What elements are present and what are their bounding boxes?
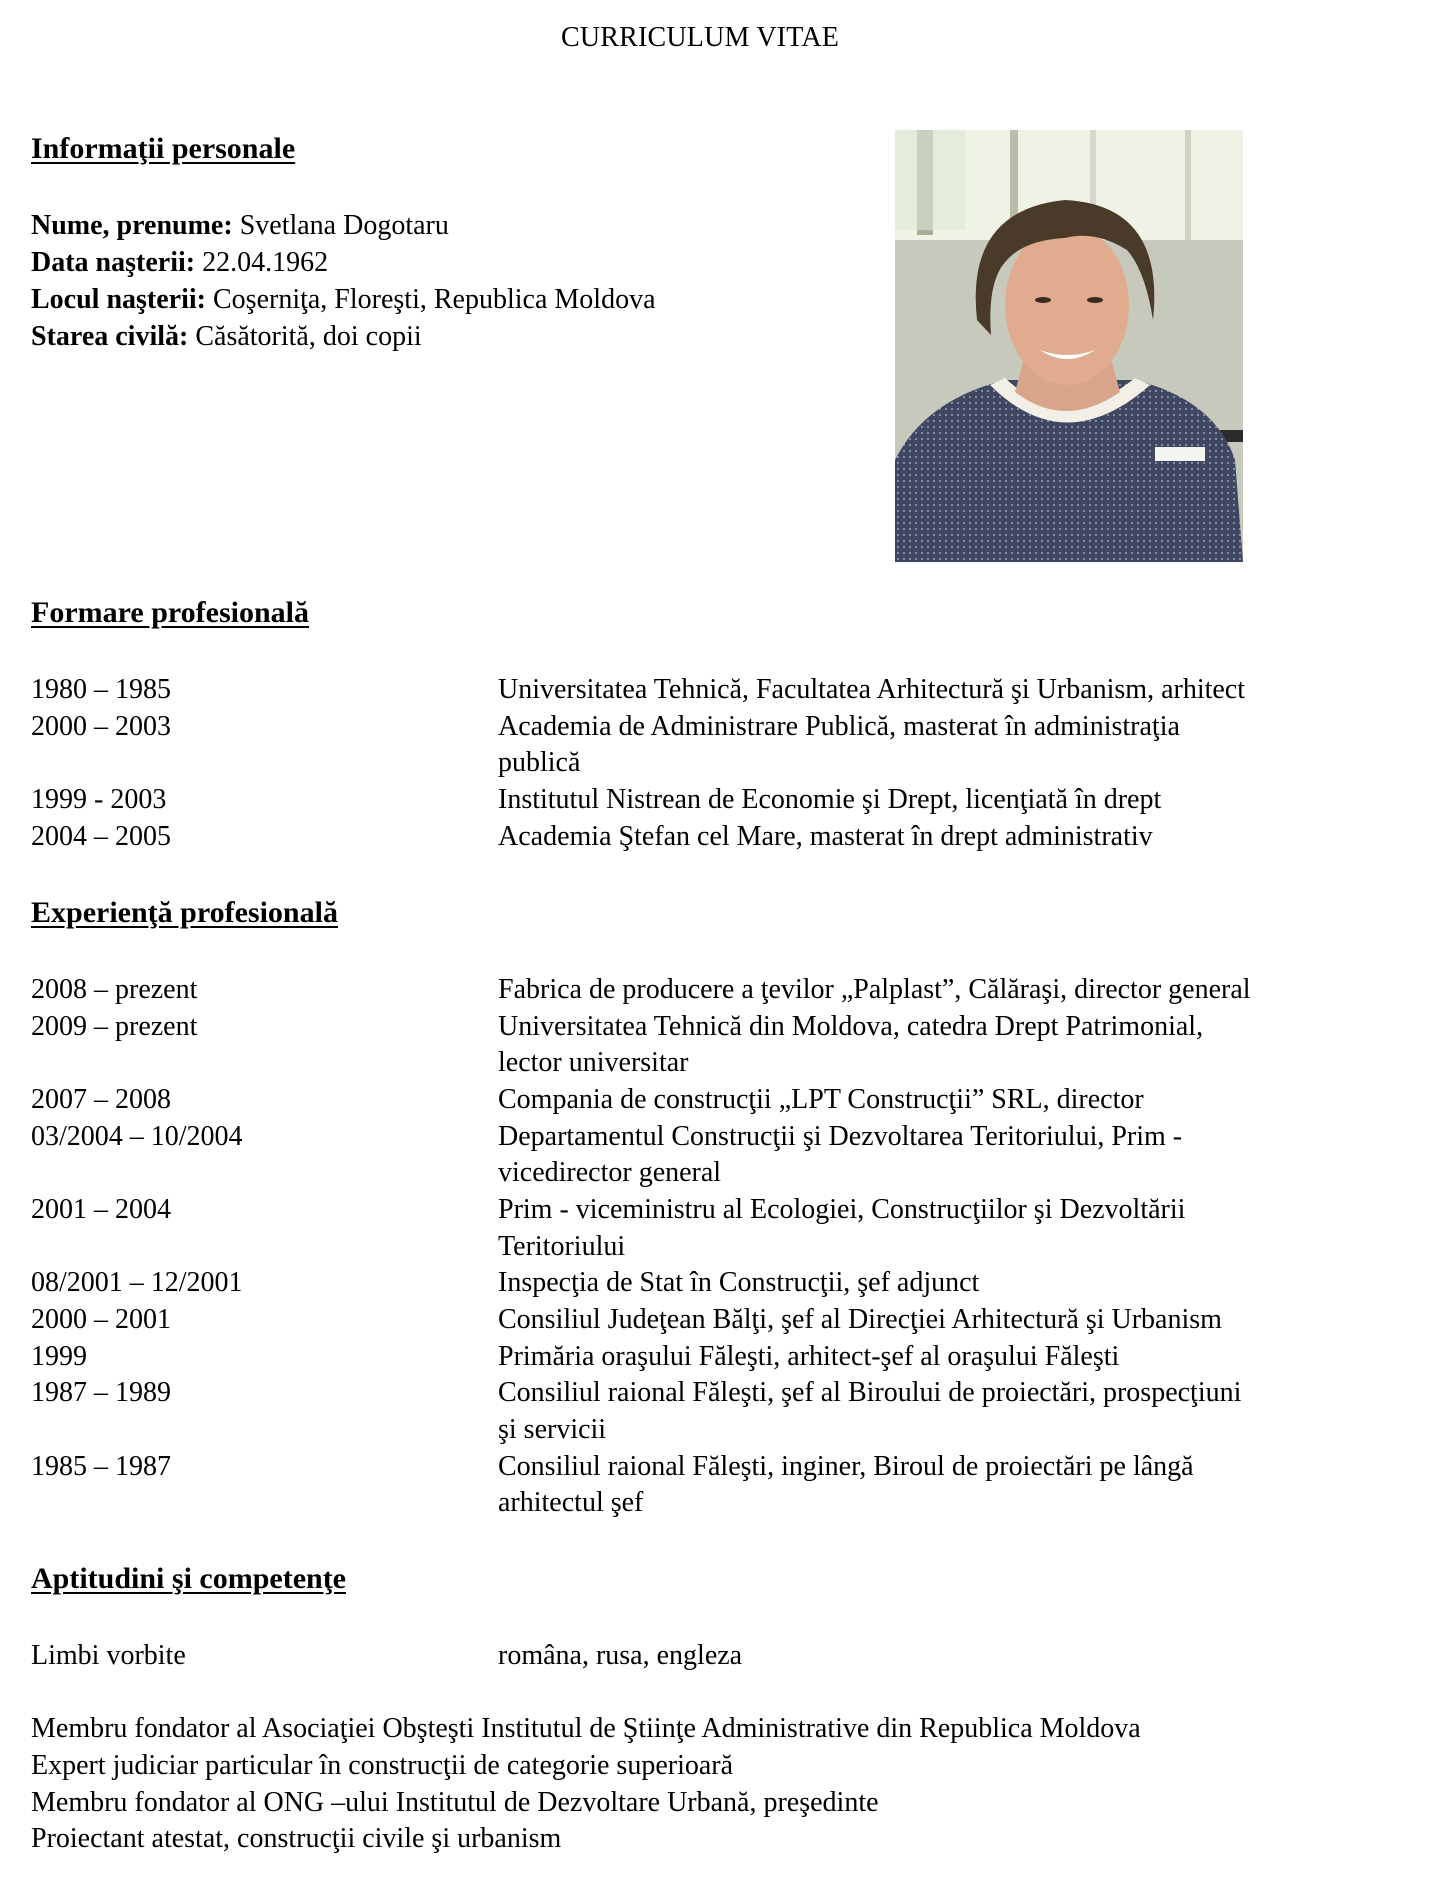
education-description: publică [498, 747, 581, 778]
experience-period: 1985 – 1987 [31, 1451, 171, 1482]
experience-period: 2001 – 2004 [31, 1194, 171, 1225]
section-heading-education: Formare profesională [31, 596, 310, 629]
experience-description: Consiliul raional Făleşti, şef al Biroului de proiectări, prospecţiuni [498, 1377, 1242, 1408]
section-heading-personal-info: Informaţii personale [31, 132, 296, 165]
field-value: Svetlana Dogotaru [239, 210, 449, 241]
skill-item: Expert judiciar particular în construcţii de categorie superioară [31, 1750, 734, 1781]
experience-period: 2000 – 2001 [31, 1304, 171, 1335]
education-period: 2000 – 2003 [31, 711, 171, 742]
section-heading-experience: Experienţă profesională [31, 896, 338, 929]
experience-period: 03/2004 – 10/2004 [31, 1121, 243, 1152]
skill-item: Membru fondator al Asociaţiei Obşteşti Institutul de Ştiinţe Administrative din Republica Moldova [31, 1713, 1141, 1744]
experience-period: 08/2001 – 12/2001 [31, 1267, 243, 1298]
education-period: 1980 – 1985 [31, 674, 171, 705]
experience-period: 2007 – 2008 [31, 1084, 171, 1115]
experience-description: vicedirector general [498, 1157, 722, 1188]
experience-period: 2008 – prezent [31, 974, 198, 1005]
field-birth-place [31, 281, 656, 318]
experience-description: Consiliul Judeţean Bălţi, şef al Direcţiei Arhitectură şi Urbanism [498, 1304, 1222, 1335]
education-period: 2004 – 2005 [31, 821, 171, 852]
field-label: Locul naşterii: [31, 284, 206, 315]
languages-value: româna, rusa, engleza [498, 1640, 743, 1671]
experience-description: Departamentul Construcţii şi Dezvoltarea Teritoriului, Prim - [498, 1121, 1183, 1152]
education-description: Academia Ştefan cel Mare, masterat în drept administrativ [498, 821, 1153, 852]
field-full-name [31, 207, 449, 244]
languages-label: Limbi vorbite [31, 1640, 186, 1671]
experience-period: 1999 [31, 1341, 87, 1372]
experience-description: Prim - viceministru al Ecologiei, Construcţiilor şi Dezvoltării [498, 1194, 1186, 1225]
education-period: 1999 - 2003 [31, 784, 167, 815]
experience-description: Consiliul raional Făleşti, inginer, Biroul de proiectări pe lângă [498, 1451, 1194, 1482]
field-birth-date [31, 244, 328, 281]
experience-description: Inspecţia de Stat în Construcţii, şef adjunct [498, 1267, 980, 1298]
skill-item: Membru fondator al ONG –ului Institutul de Dezvoltare Urbană, preşedinte [31, 1787, 879, 1818]
field-value: 22.04.1962 [202, 247, 329, 278]
education-description: Academia de Administrare Publică, masterat în administraţia [498, 711, 1180, 742]
experience-description: Universitatea Tehnică din Moldova, catedra Drept Patrimonial, [498, 1011, 1204, 1042]
experience-description: arhitectul şef [498, 1487, 644, 1518]
skill-item: Proiectant atestat, construcţii civile şi urbanism [31, 1823, 562, 1854]
experience-description: Teritoriului [498, 1231, 626, 1262]
field-label: Starea civilă: [31, 321, 189, 352]
experience-description: Primăria oraşului Făleşti, arhitect-şef al oraşului Făleşti [498, 1341, 1120, 1372]
experience-period: 1987 – 1989 [31, 1377, 171, 1408]
document-title: CURRICULUM VITAE [560, 22, 840, 53]
section-heading-skills: Aptitudini şi competenţe [31, 1562, 346, 1595]
field-label: Data naşterii: [31, 247, 196, 278]
experience-description: Compania de construcţii „LPT Construcţii” SRL, director [498, 1084, 1144, 1115]
education-description: Institutul Nistrean de Economie şi Drept, licenţiată în drept [498, 784, 1162, 815]
education-description: Universitatea Tehnică, Facultatea Arhitectură şi Urbanism, arhitect [498, 674, 1246, 705]
experience-description: Fabrica de producere a ţevilor „Palplast”, Călăraşi, director general [498, 974, 1251, 1005]
field-civil-status [31, 318, 422, 355]
experience-description: şi servicii [498, 1414, 607, 1445]
field-value: Căsătorită, doi copii [195, 321, 422, 352]
portrait-photo [895, 130, 1243, 562]
experience-description: lector universitar [498, 1047, 689, 1078]
field-label: Nume, prenume: [31, 210, 233, 241]
experience-period: 2009 – prezent [31, 1011, 198, 1042]
field-value: Coşerniţa, Floreşti, Republica Moldova [213, 284, 656, 315]
